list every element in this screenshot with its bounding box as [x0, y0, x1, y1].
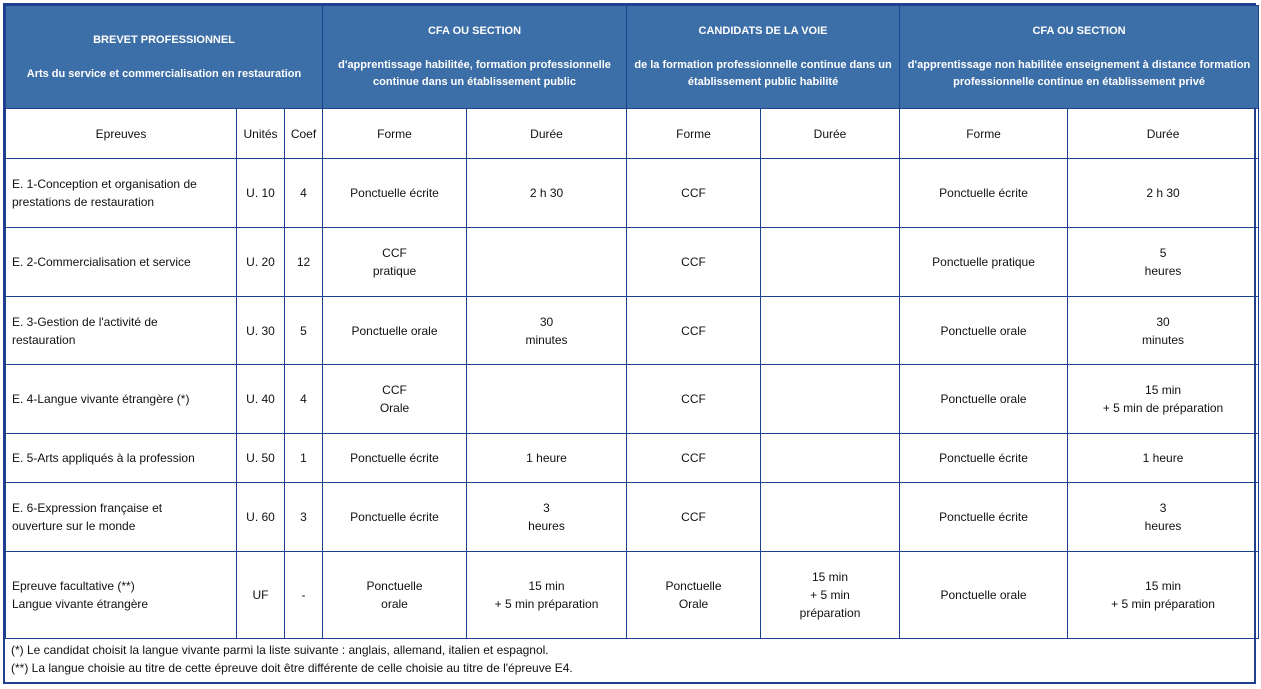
footnote-2: (**) La langue choisie au titre de cette épreuve doit être différente de celle choisie au titre de l'épreuve E4. [11, 661, 573, 675]
forme-cell: CCF [627, 228, 761, 297]
footnotes [11, 641, 573, 677]
forme-cell: Ponctuelle Orale [627, 552, 761, 639]
duree-cell: 30 minutes [467, 297, 627, 365]
coef-cell: 4 [285, 159, 323, 228]
epreuve-cell: E. 6-Expression française et ouverture sur le monde [6, 483, 237, 552]
header-brevet-line2: Arts du service et commercialisation en restauration [26, 67, 302, 80]
duree-cell: 15 min + 5 min préparation [761, 552, 900, 639]
table-row [6, 228, 1259, 297]
forme-cell: Ponctuelle écrite [900, 159, 1068, 228]
epreuve-cell: E. 4-Langue vivante étrangère (*) [6, 365, 237, 434]
table-row [6, 483, 1259, 552]
forme-cell: CCF [627, 365, 761, 434]
forme-cell: Ponctuelle orale [323, 297, 467, 365]
forme-cell: Ponctuelle écrite [900, 434, 1068, 483]
unite-cell: U. 40 [237, 365, 285, 434]
coef-cell: 3 [285, 483, 323, 552]
unite-cell: U. 20 [237, 228, 285, 297]
duree-cell: 15 min + 5 min préparation [467, 552, 627, 639]
duree-cell [761, 297, 900, 365]
duree-cell: 15 min + 5 min de préparation [1068, 365, 1259, 434]
forme-cell: CCF Orale [323, 365, 467, 434]
forme-cell: Ponctuelle écrite [323, 159, 467, 228]
table-row [6, 297, 1259, 365]
header-group3 [900, 6, 1259, 109]
forme-cell: CCF [627, 297, 761, 365]
unite-cell: U. 10 [237, 159, 285, 228]
col-header-coef: Coef [285, 109, 323, 159]
epreuve-cell: E. 1-Conception et organisation de prestations de restauration [6, 159, 237, 228]
duree-cell [761, 365, 900, 434]
table-row [6, 365, 1259, 434]
duree-cell: 30 minutes [1068, 297, 1259, 365]
duree-cell: 15 min + 5 min préparation [1068, 552, 1259, 639]
unite-cell: UF [237, 552, 285, 639]
coef-cell: 12 [285, 228, 323, 297]
header-brevet-line1: BREVET PROFESSIONNEL [93, 33, 235, 46]
epreuve-cell: E. 3-Gestion de l'activité de restauration [6, 297, 237, 365]
duree-cell: 1 heure [467, 434, 627, 483]
epreuve-cell: Epreuve facultative (**) Langue vivante étrangère [6, 552, 237, 639]
unite-cell: U. 50 [237, 434, 285, 483]
footnote-1: (*) Le candidat choisit la langue vivante parmi la liste suivante : anglais, allemand, italien et espagnol. [11, 643, 549, 657]
duree-cell: 3 heures [467, 483, 627, 552]
col-header-forme-1: Forme [323, 109, 467, 159]
col-header-unites: Unités [237, 109, 285, 159]
unite-cell: U. 30 [237, 297, 285, 365]
coef-cell: 5 [285, 297, 323, 365]
forme-cell: CCF [627, 159, 761, 228]
forme-cell: CCF [627, 434, 761, 483]
duree-cell: 2 h 30 [467, 159, 627, 228]
col-header-forme-3: Forme [900, 109, 1068, 159]
table-row [6, 552, 1259, 639]
forme-cell: CCF [627, 483, 761, 552]
duree-cell [467, 228, 627, 297]
column-header-row [6, 109, 1259, 159]
header-group3-line1: CFA OU SECTION [1032, 25, 1126, 37]
epreuve-cell: E. 2-Commercialisation et service [6, 228, 237, 297]
duree-cell [467, 365, 627, 434]
col-header-epreuves: Epreuves [6, 109, 237, 159]
duree-cell: 2 h 30 [1068, 159, 1259, 228]
forme-cell: Ponctuelle orale [900, 552, 1068, 639]
col-header-forme-2: Forme [627, 109, 761, 159]
coef-cell: 1 [285, 434, 323, 483]
duree-cell: 1 heure [1068, 434, 1259, 483]
forme-cell: Ponctuelle orale [900, 365, 1068, 434]
forme-cell: Ponctuelle pratique [900, 228, 1068, 297]
exam-table-frame [3, 3, 1256, 684]
col-header-duree-3: Durée [1068, 109, 1259, 159]
header-group2-line1: CANDIDATS DE LA VOIE [698, 25, 828, 37]
col-header-duree-1: Durée [467, 109, 627, 159]
coef-cell: - [285, 552, 323, 639]
forme-cell: Ponctuelle orale [323, 552, 467, 639]
duree-cell: 5 heures [1068, 228, 1259, 297]
duree-cell [761, 159, 900, 228]
coef-cell: 4 [285, 365, 323, 434]
header-brevet [6, 6, 323, 109]
duree-cell: 3 heures [1068, 483, 1259, 552]
duree-cell [761, 483, 900, 552]
table-row [6, 159, 1259, 228]
forme-cell: Ponctuelle écrite [323, 483, 467, 552]
duree-cell [761, 434, 900, 483]
header-group2-line2: de la formation professionnelle continue dans un établissement public habilité [634, 59, 892, 88]
header-group2 [627, 6, 900, 109]
exam-table [5, 5, 1259, 639]
header-group1-line2: d'apprentissage habilitée, formation professionnelle continue dans un établissement public [338, 59, 611, 88]
forme-cell: CCF pratique [323, 228, 467, 297]
header-group1 [323, 6, 627, 109]
epreuve-cell: E. 5-Arts appliqués à la profession [6, 434, 237, 483]
forme-cell: Ponctuelle écrite [900, 483, 1068, 552]
duree-cell [761, 228, 900, 297]
header-group3-line2: d'apprentissage non habilitée enseignement à distance formation professionnelle continue en établissement privé [907, 59, 1251, 88]
col-header-duree-2: Durée [761, 109, 900, 159]
forme-cell: Ponctuelle écrite [323, 434, 467, 483]
header-group1-line1: CFA OU SECTION [427, 25, 522, 37]
table-row [6, 434, 1259, 483]
unite-cell: U. 60 [237, 483, 285, 552]
forme-cell: Ponctuelle orale [900, 297, 1068, 365]
